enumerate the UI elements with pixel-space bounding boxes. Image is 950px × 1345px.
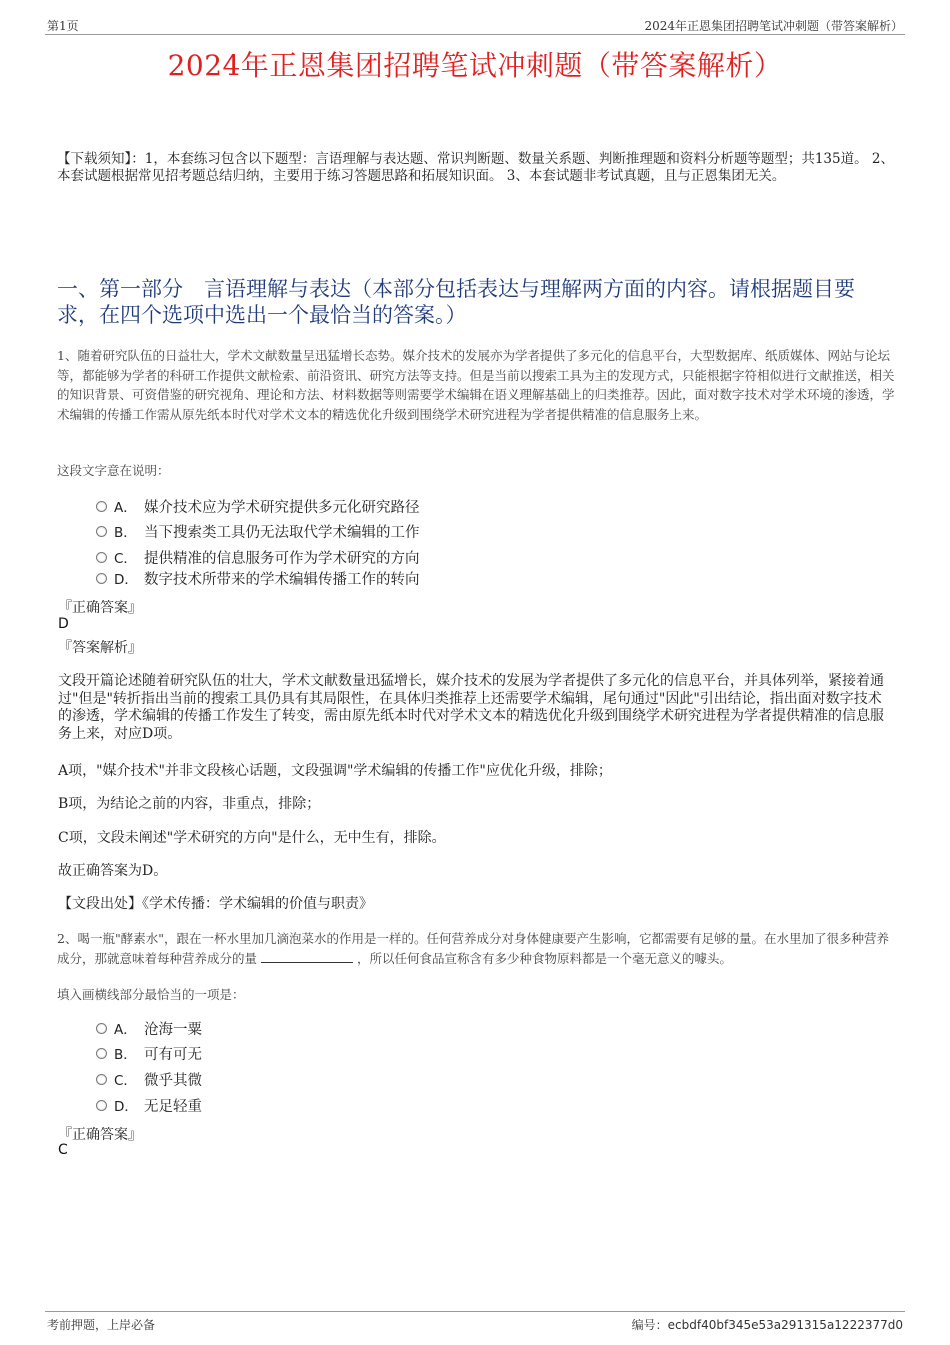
section-heading: 一、第一部分 言语理解与表达（本部分包括表达与理解两方面的内容。请根据题目要求，在四个选项中选出一个最恰当的答案。） <box>57 277 855 327</box>
radio-icon[interactable] <box>96 552 107 563</box>
q1-analysis-c: C项，文段未阐述"学术研究的方向"是什么，无中生有，排除。 <box>58 830 446 846</box>
radio-icon[interactable] <box>96 1100 107 1111</box>
footer-slogan: 考前押题，上岸必备 <box>47 1318 156 1332</box>
radio-icon[interactable] <box>96 501 107 512</box>
radio-icon[interactable] <box>96 1048 107 1059</box>
fill-blank <box>261 950 353 963</box>
radio-icon[interactable] <box>96 1074 107 1085</box>
page-header <box>45 14 905 35</box>
q1-conclusion: 故正确答案为D。 <box>58 863 168 879</box>
q2-option-d[interactable]: D． 无足轻重 <box>96 1094 202 1116</box>
q1-analysis-b: B项，为结论之前的内容，非重点，排除； <box>58 796 321 812</box>
q2-option-a[interactable]: A． 沧海一粟 <box>96 1017 202 1039</box>
q1-analysis: 文段开篇论述随着研究队伍的壮大，学术文献数量迅猛增长，媒介技术的发展为学者提供了多元化的信息平台，并具体列举，紧接着通过"但是"转折指出当前的搜索工具仍具有其局限性，在具体归类推荐上还需要学术编辑，尾句通过"因此"引出结论，指出面对数字技术的渗透，学术编辑的传播工作发生了转变，需由原先纸本时代对学术文本的精选优化升级到围绕学术研究进程为学者提供精准的信息服务上来，对应D项。 <box>58 673 884 742</box>
radio-icon[interactable] <box>96 1023 107 1034</box>
footer-code: 编号：ecbdf40bf345e53a291315a1222377d0 <box>631 1318 903 1332</box>
q2-answer: C <box>58 1142 68 1158</box>
question-1-prompt: 这段文字意在说明： <box>57 463 170 478</box>
page-title: 2024年正恩集团招聘笔试冲刺题（带答案解析） <box>167 49 783 82</box>
question-2-prompt: 填入画横线部分最恰当的一项是： <box>57 987 245 1002</box>
q1-source: 【文段出处】《学术传播：学术编辑的价值与职责》 <box>58 896 373 912</box>
q2-answer-label: 『正确答案』 <box>58 1127 142 1143</box>
q1-analysis-a: A项，"媒介技术"并非文段核心话题，文段强调"学术编辑的传播工作"应优化升级，排除； <box>58 763 612 779</box>
q2-option-b[interactable]: B． 可有可无 <box>96 1042 202 1064</box>
download-notice: 【下载须知】：1，本套练习包含以下题型：言语理解与表达题、常识判断题、数量关系题、判断推理题和资料分析题等题型；共135道。 2、本套试题根据常见招考题总结归纳，主要用于练习答题思路和拓展知识面。 3、本套试题非考试真题，且与正恩集团无关。 <box>57 151 894 184</box>
q1-answer: D <box>58 616 69 632</box>
q1-option-a[interactable]: A． 媒介技术应为学术研究提供多元化研究路径 <box>96 495 420 517</box>
q1-option-d[interactable]: D． 数字技术所带来的学术编辑传播工作的转向 <box>96 567 420 589</box>
radio-icon[interactable] <box>96 526 107 537</box>
header-doc-title: 2024年正恩集团招聘笔试冲刺题（带答案解析） <box>644 19 903 33</box>
page-footer <box>45 1311 905 1336</box>
q2-option-c[interactable]: C． 微乎其微 <box>96 1068 202 1090</box>
q1-option-b[interactable]: B． 当下搜索类工具仍无法取代学术编辑的工作 <box>96 520 420 542</box>
q1-analysis-label: 『答案解析』 <box>58 640 142 656</box>
question-2-text: 2、喝一瓶"酵素水"，跟在一杯水里加几滴泡菜水的作用是一样的。任何营养成分对身体健康要产生影响，它都需要有足够的量。在水里加了很多种营养成分，那就意味着每种营养成分的量 ，所以任何食品宣称含有多少种食物原料都是一个毫无意义的噱头。 <box>57 931 889 966</box>
radio-icon[interactable] <box>96 573 107 584</box>
question-1-text: 1、随着研究队伍的日益壮大，学术文献数量呈迅猛增长态势。媒介技术的发展亦为学者提供了多元化的信息平台，大型数据库、纸质媒体、网站与论坛等，都能够为学者的科研工作提供文献检索、前沿资讯、研究方法等支持。但是当前以搜索工具为主的发现方式，只能根据字符相似进行文献推送，相关的知识背景、可资借鉴的研究视角、理论和方法、材料数据等则需要学术编辑在语义理解基础上的归类推荐。因此，面对数字技术对学术环境的渗透，学术编辑的传播工作需从原先纸本时代对学术文本的精选优化升级到围绕学术研究进程为学者提供精准的信息服务上来。 <box>57 348 895 422</box>
q1-answer-label: 『正确答案』 <box>58 600 142 616</box>
page-number: 第1页 <box>47 19 79 33</box>
q1-option-c[interactable]: C． 提供精准的信息服务可作为学术研究的方向 <box>96 546 420 568</box>
